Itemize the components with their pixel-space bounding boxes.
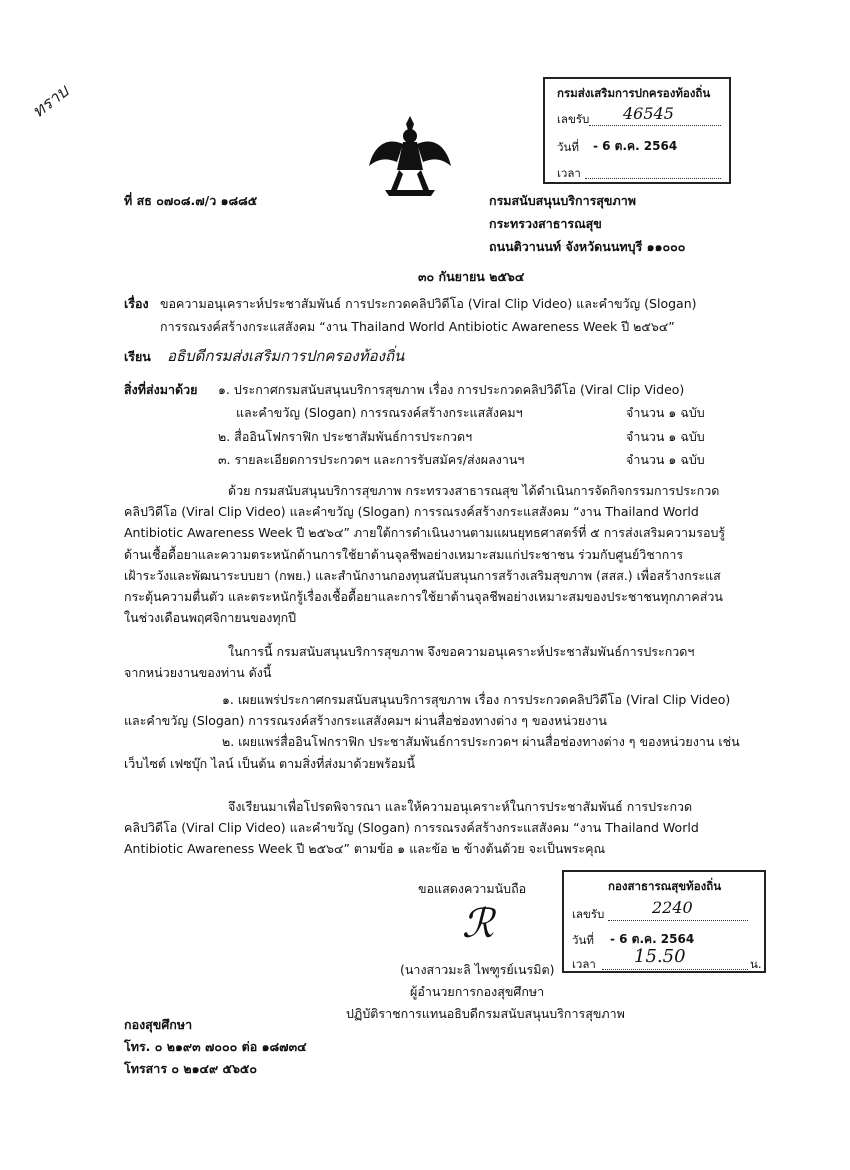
stamp-title: กรมส่งเสริมการปกครองท้องถิ่น	[557, 86, 711, 100]
subject-line-1: ขอความอนุเคราะห์ประชาสัมพันธ์ การประกวดคลิปวิดีโอ (Viral Clip Video) และคำขวัญ (Slogan)	[160, 296, 697, 311]
stamp-time: 15.50	[634, 946, 686, 967]
enclosure-1-qty: จำนวน ๑ ฉบับ	[626, 405, 705, 420]
stamp-date: - 6 ต.ค. 2564	[593, 139, 678, 153]
subject-label: เรื่อง	[124, 296, 149, 311]
stamp-receipt-number: 2240	[652, 898, 693, 917]
stamp-receipt-label: เลขรับ	[557, 112, 590, 126]
paragraph-2-line: จากหน่วยงานของท่าน ดังนี้	[124, 665, 272, 681]
paragraph-1-line: เฝ้าระวังและพัฒนาระบบยา (กพย.) และสำนักงานกองทุนสนับสนุนการสร้างเสริมสุขภาพ (สสส.) เพื่อสร้างกระแส	[124, 567, 721, 583]
paragraph-4-line: Antibiotic Awareness Week ปี ๒๕๖๔” ตามข้อ ๑ และข้อ ๒ ข้างต้นด้วย จะเป็นพระคุณ	[124, 841, 606, 857]
request-item-2-line-1: ๒. เผยแพร่สื่ออินโฟกราฟิก ประชาสัมพันธ์การประกวดฯ ผ่านสื่อช่องทางต่าง ๆ ของหน่วยงาน เช่น	[222, 734, 740, 750]
signatory-title-1: ผู้อำนวยการกองสุขศึกษา	[410, 984, 545, 999]
stamp-date-label: วันที่	[572, 933, 594, 947]
sender-line-1: กรมสนับสนุนบริการสุขภาพ	[489, 193, 636, 208]
paragraph-1	[124, 480, 725, 628]
enclosure-3-line-1: ๓. รายละเอียดการประกวดฯ และการรับสมัคร/ส่งผลงานฯ	[218, 452, 525, 467]
enclosure-1-line-1: ๑. ประกาศกรมสนับสนุนบริการสุขภาพ เรื่อง การประกวดคลิปวิดีโอ (Viral Clip Video)	[218, 382, 685, 397]
subject-line-2: การรณรงค์สร้างกระแสสังคม “งาน Thailand World Antibiotic Awareness Week ปี ๒๕๖๔”	[160, 319, 675, 334]
recipient-label: เรียน	[124, 349, 151, 364]
signatory-title-2: ปฏิบัติราชการแทนอธิบดีกรมสนับสนุนบริการสุขภาพ	[346, 1006, 625, 1021]
enclosure-2-qty: จำนวน ๑ ฉบับ	[626, 429, 705, 444]
stamp-time-label: เวลา	[572, 957, 596, 971]
paragraph-4-line: จึงเรียนมาเพื่อโปรดพิจารณา และให้ความอนุเคราะห์ในการประชาสัมพันธ์ การประกวด	[228, 799, 693, 814]
receipt-stamp-top	[543, 77, 731, 184]
stamp-title: กองสาธารณสุขท้องถิ่น	[608, 879, 722, 893]
garuda-emblem	[365, 108, 455, 203]
request-item-1-line-1: ๑. เผยแพร่ประกาศกรมสนับสนุนบริการสุขภาพ เรื่อง การประกวดคลิปวิดีโอ (Viral Clip Video)	[222, 692, 731, 707]
stamp-receipt-number: 46545	[623, 104, 674, 123]
enclosure-1-line-2: และคำขวัญ (Slogan) การรณรงค์สร้างกระแสสังคมฯ	[236, 405, 523, 420]
contact-phone: โทร. ๐ ๒๑๙๓ ๗๐๐๐ ต่อ ๑๘๗๓๔	[124, 1039, 307, 1054]
document-date: ๓๐ กันยายน ๒๕๖๔	[418, 269, 525, 284]
contact-department: กองสุขศึกษา	[124, 1017, 193, 1032]
paragraph-1-line: กระตุ้นความตื่นตัว และตระหนักรู้เรื่องเชื้อดื้อยาและการใช้ยาต้านจุลชีพอย่างเหมาะสมของประชาชนทุกภาคส่วน	[124, 589, 723, 605]
stamp-date: - 6 ต.ค. 2564	[610, 932, 695, 946]
sender-line-2: กระทรวงสาธารณสุข	[489, 216, 602, 231]
paragraph-2-line: ในการนี้ กรมสนับสนุนบริการสุขภาพ จึงขอความอนุเคราะห์ประชาสัมพันธ์การประกวดฯ	[228, 644, 695, 659]
stamp-time-suffix: น.	[750, 957, 762, 971]
paragraph-3	[124, 689, 740, 774]
stamp-receipt-label: เลขรับ	[572, 907, 605, 921]
margin-handwritten-note: ทราบ	[28, 81, 73, 123]
paragraph-1-line: ด้วย กรมสนับสนุนบริการสุขภาพ กระทรวงสาธารณสุข ได้ดำเนินการจัดกิจกรรมการประกวด	[228, 483, 720, 498]
paragraph-1-line: คลิปวิดีโอ (Viral Clip Video) และคำขวัญ (Slogan) การรณรงค์สร้างกระแสสังคม “งาน Thailand World	[124, 504, 699, 520]
recipient-handwritten: อธิบดีกรมส่งเสริมการปกครองท้องถิ่น	[167, 347, 405, 365]
signatory-name: (นางสาวมะลิ ไพฑูรย์เนรมิต)	[400, 962, 555, 977]
paragraph-4	[124, 796, 699, 860]
sender-line-3: ถนนติวานนท์ จังหวัดนนทบุรี ๑๑๐๐๐	[489, 239, 686, 254]
enclosure-2-line-1: ๒. สื่ออินโฟกราฟิก ประชาสัมพันธ์การประกวดฯ	[218, 429, 473, 444]
paragraph-2	[124, 641, 694, 683]
request-item-1-line-2: และคำขวัญ (Slogan) การรณรงค์สร้างกระแสสังคมฯ ผ่านสื่อช่องทางต่าง ๆ ของหน่วยงาน	[124, 713, 607, 729]
paragraph-1-line: ในช่วงเดือนพฤศจิกายนของทุกปี	[124, 610, 297, 626]
signature-mark: ℛ	[462, 901, 494, 947]
enclosures-label: สิ่งที่ส่งมาด้วย	[124, 382, 198, 397]
paragraph-4-line: คลิปวิดีโอ (Viral Clip Video) และคำขวัญ (Slogan) การรณรงค์สร้างกระแสสังคม “งาน Thailand World	[124, 820, 699, 836]
document-number: ที่ สธ ๐๗๐๘.๗/ว ๑๘๘๕	[124, 193, 258, 208]
contact-fax: โทรสาร ๐ ๒๑๔๙ ๕๖๕๐	[124, 1061, 257, 1076]
receipt-stamp-bottom	[562, 870, 766, 973]
stamp-date-label: วันที่	[557, 140, 579, 154]
request-item-2-line-2: เว็บไซต์ เฟซบุ๊ก ไลน์ เป็นต้น ตามสิ่งที่ส่งมาด้วยพร้อมนี้	[124, 755, 416, 771]
paragraph-1-line: ด้านเชื้อดื้อยาและความตระหนักด้านการใช้ยาต้านจุลชีพอย่างเหมาะสมแก่ประชาชน ร่วมกับศูนย์วิชาการ	[124, 546, 684, 562]
enclosure-3-qty: จำนวน ๑ ฉบับ	[626, 452, 705, 467]
closing-phrase: ขอแสดงความนับถือ	[418, 881, 527, 896]
stamp-time-label: เวลา	[557, 166, 581, 180]
paragraph-1-line: Antibiotic Awareness Week ปี ๒๕๖๔” ภายใต้การดำเนินงานตามแผนยุทธศาสตร์ที่ ๕ การส่งเสริมความรอบรู้	[124, 525, 726, 541]
